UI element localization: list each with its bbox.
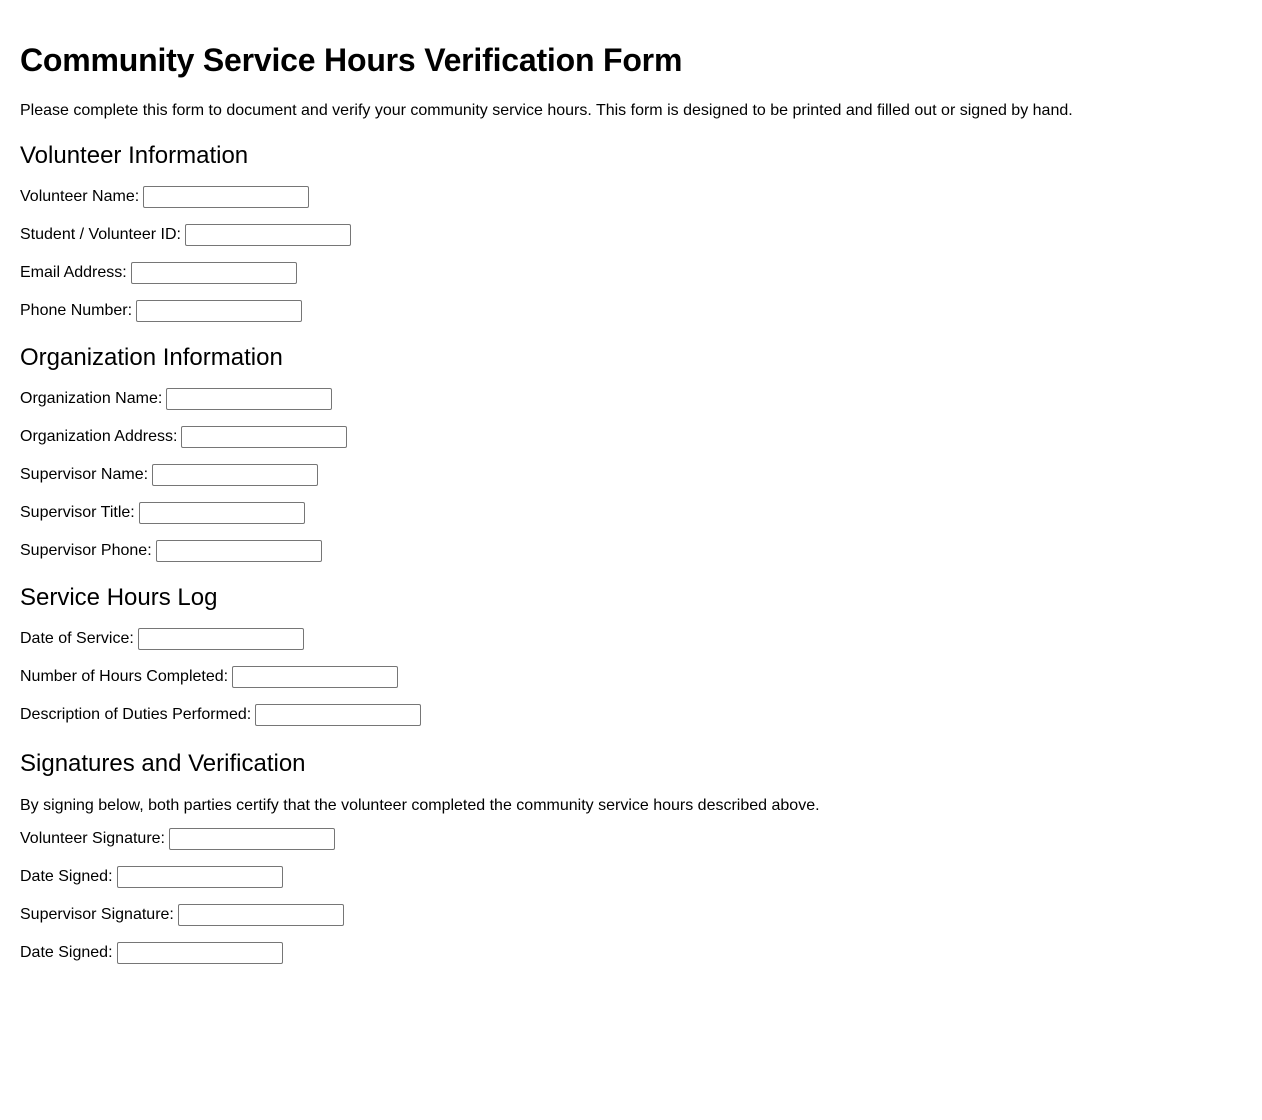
organization-address-input[interactable] <box>181 426 347 448</box>
supervisor-title-row <box>20 494 1242 532</box>
supervisor-date-signed-input[interactable] <box>117 942 283 964</box>
duties-description-row <box>20 696 1242 734</box>
organization-fields <box>20 380 1242 570</box>
organization-address-row <box>20 418 1242 456</box>
volunteer-name-row <box>20 178 1242 216</box>
supervisor-phone-label: Supervisor Phone: <box>20 542 152 559</box>
volunteer-name-input[interactable] <box>143 186 309 208</box>
service-log-fields <box>20 620 1242 734</box>
volunteer-date-signed-row <box>20 858 1242 896</box>
supervisor-title-input[interactable] <box>139 502 305 524</box>
organization-section <box>20 344 1242 570</box>
form-intro: Please complete this form to document and verify your community service hours. This form is designed to be printed and filled out or signed by hand. <box>20 102 1073 119</box>
volunteer-fields <box>20 178 1242 330</box>
volunteer-id-label: Student / Volunteer ID: <box>20 226 181 243</box>
duties-description-label: Description of Duties Performed: <box>20 706 252 723</box>
organization-address-label: Organization Address: <box>20 428 178 445</box>
supervisor-name-label: Supervisor Name: <box>20 466 149 483</box>
volunteer-signature-label: Volunteer Signature: <box>20 830 165 847</box>
supervisor-date-signed-row <box>20 934 1242 972</box>
service-date-row <box>20 620 1242 658</box>
signature-fields <box>20 820 1242 972</box>
hours-completed-input[interactable] <box>232 666 398 688</box>
service-log-section <box>20 584 1242 734</box>
supervisor-signature-input[interactable] <box>178 904 344 926</box>
volunteer-signature-input[interactable] <box>169 828 335 850</box>
volunteer-date-signed-label: Date Signed: <box>20 868 113 885</box>
organization-name-label: Organization Name: <box>20 390 163 407</box>
volunteer-name-label: Volunteer Name: <box>20 188 140 205</box>
volunteer-section-heading: Volunteer Information <box>20 142 249 169</box>
signatures-note: By signing below, both parties certify that the volunteer completed the community service hours described above. <box>20 797 820 814</box>
hours-completed-label: Number of Hours Completed: <box>20 668 229 685</box>
organization-section-heading: Organization Information <box>20 344 283 371</box>
duties-description-input[interactable] <box>255 704 421 726</box>
supervisor-name-input[interactable] <box>152 464 318 486</box>
phone-input[interactable] <box>136 300 302 322</box>
volunteer-id-input[interactable] <box>185 224 351 246</box>
phone-row <box>20 292 1242 330</box>
service-date-input[interactable] <box>138 628 304 650</box>
supervisor-signature-label: Supervisor Signature: <box>20 906 174 923</box>
supervisor-phone-row <box>20 532 1242 570</box>
page-title: Community Service Hours Verification Form <box>20 42 683 78</box>
volunteer-signature-row <box>20 820 1242 858</box>
hours-completed-row <box>20 658 1242 696</box>
organization-name-input[interactable] <box>166 388 332 410</box>
supervisor-title-label: Supervisor Title: <box>20 504 135 521</box>
volunteer-id-row <box>20 216 1242 254</box>
signatures-section-heading: Signatures and Verification <box>20 750 306 777</box>
email-label: Email Address: <box>20 264 127 281</box>
service-log-section-heading: Service Hours Log <box>20 584 218 611</box>
supervisor-date-signed-label: Date Signed: <box>20 944 113 961</box>
service-date-label: Date of Service: <box>20 630 134 647</box>
supervisor-signature-row <box>20 896 1242 934</box>
email-row <box>20 254 1242 292</box>
email-input[interactable] <box>131 262 297 284</box>
volunteer-date-signed-input[interactable] <box>117 866 283 888</box>
volunteer-section <box>20 142 1242 330</box>
signatures-section <box>20 750 1242 972</box>
organization-name-row <box>20 380 1242 418</box>
supervisor-name-row <box>20 456 1242 494</box>
supervisor-phone-input[interactable] <box>156 540 322 562</box>
phone-label: Phone Number: <box>20 302 133 319</box>
